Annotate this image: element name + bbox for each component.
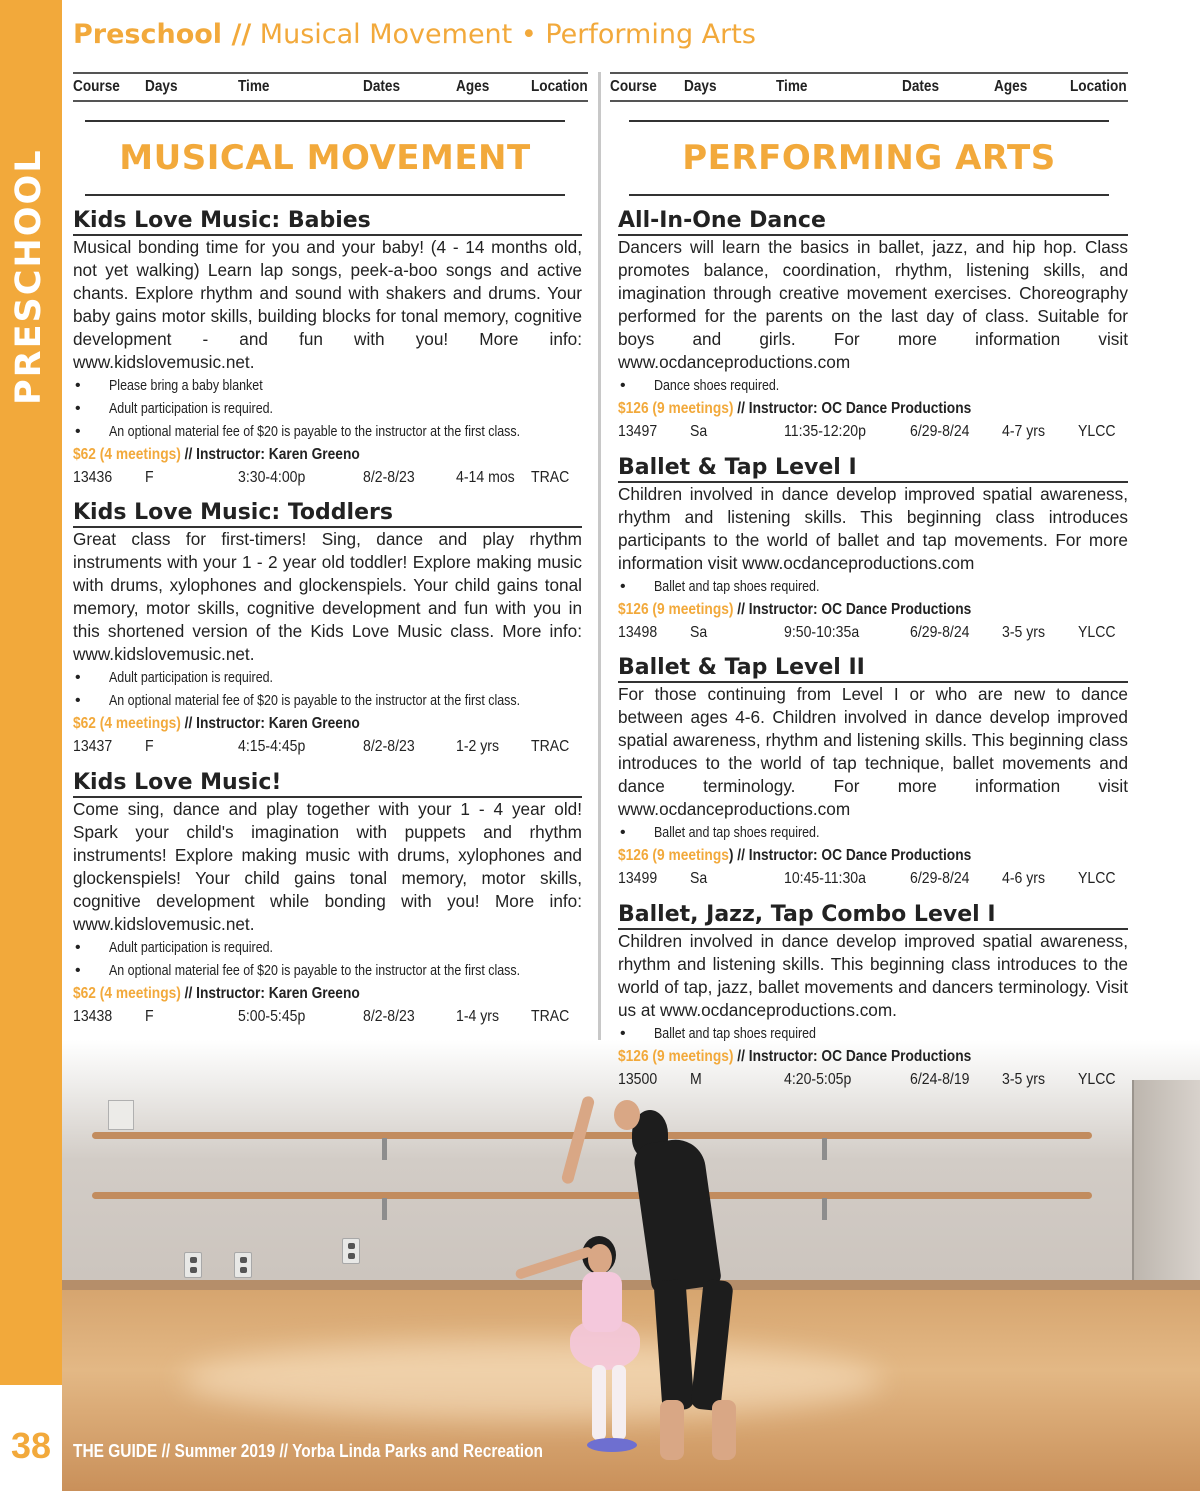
course-dates: 8/2-8/23 [363,1008,415,1025]
course-schedule-row [73,1005,582,1028]
course-dates: 6/29-8/24 [910,423,970,440]
header-dates: Dates [363,78,401,95]
course-schedule-row [73,735,582,758]
course-time: 9:50-10:35a [784,624,860,641]
course-number: 13499 [618,870,658,887]
course-block [618,902,1128,1091]
course-note: • Ballet and tap shoes required. [618,821,1128,844]
child-skirt [570,1320,640,1370]
side-tab-label: PRESCHOOL [9,148,49,405]
course-number: 13438 [73,1008,113,1025]
course-schedule-row [618,1068,1128,1091]
course-instructor: // Instructor: OC Dance Productions [733,1048,972,1065]
studio-mirror [1132,1080,1200,1290]
course-title: Kids Love Music! [73,770,582,798]
course-dates: 8/2-8/23 [363,469,415,486]
header-ages: Ages [456,78,490,95]
table-header-left [73,72,588,102]
child-leg [592,1365,606,1440]
course-dates: 6/29-8/24 [910,870,970,887]
header-course: Course [610,78,657,95]
course-location: YLCC [1078,624,1116,641]
course-schedule-row [618,621,1128,644]
child-leg [612,1365,626,1440]
course-ages: 3-5 yrs [1002,624,1046,641]
course-price-close: ) [728,847,734,864]
barre-bracket [822,1198,827,1220]
course-schedule-row [618,420,1128,443]
ballet-barre-lower [92,1192,1092,1199]
footer [73,1439,633,1463]
course-instructor: // Instructor: OC Dance Productions [733,847,972,864]
course-note: • Ballet and tap shoes required [618,1022,1128,1045]
instructor-shin [660,1400,684,1460]
course-note: • Adult participation is required. [73,936,582,959]
course-description: Come sing, dance and play together with your 1 - 4 year old! Spark your child's imagination with puppets and rhythm instruments! Explore making music with drums, xylophones and glockenspiels! Your child gains tonal memory, motor skills, cognitive development while bonding with you! More info: www.kidslovemusic.net. [73,799,582,934]
page-title-subtitle: Musical Movement • Performing Arts [251,19,756,50]
course-days: M [690,1071,702,1088]
course-title: Ballet, Jazz, Tap Combo Level I [618,902,1128,930]
course-note: • Dance shoes required. [618,374,1128,397]
course-description: Children involved in dance develop improved spatial awareness, rhythm and listening skills. This beginning class introduces participants to the world of ballet and tap movements. For more information visit www.ocdanceproductions.com [618,484,1128,573]
header-location: Location [531,78,588,95]
course-description: Children involved in dance develop improved spatial awareness, rhythm and listening skills. This beginning class introduces to the world of tap, jazz, ballet movements and dancers terminology. Visit us at www.ocdanceproductions.com. [618,931,1128,1020]
wall-outlet [342,1238,360,1264]
course-note: • An optional material fee of $20 is payable to the instructor at the first class. [73,689,582,712]
header-days: Days [684,78,717,95]
course-price: $62 (4 meetings) [73,985,181,1002]
course-days: F [145,469,154,486]
course-days: F [145,738,154,755]
course-ages: 3-5 yrs [1002,1071,1046,1088]
course-location: TRAC [531,1008,570,1025]
course-instructor: // Instructor: OC Dance Productions [733,400,972,417]
course-dates: 6/24-8/19 [910,1071,970,1088]
course-location: YLCC [1078,1071,1116,1088]
course-fee [618,1045,1128,1068]
instructor-face [614,1100,640,1130]
course-description: For those continuing from Level I or who are new to dance between ages 4-6. Children involved in dance develop improved spatial awareness, rhythm and listening skills. This beginning class introduces to the world of tap technique, ballet movements and dance terminology. For more information visit www.ocdanceproductions.com [618,684,1128,819]
course-schedule-row [73,466,582,489]
course-time: 11:35-12:20p [784,423,866,440]
course-price: $126 (9 meetings) [618,1048,734,1065]
wall-outlet [234,1252,252,1278]
header-time: Time [776,78,808,95]
course-number: 13498 [618,624,658,641]
column-divider [598,72,601,1052]
course-time: 4:20-5:05p [784,1071,852,1088]
course-fee [618,844,1128,867]
course-description: Musical bonding time for you and your baby! (4 - 14 months old, not yet walking) Learn lap songs, peek-a-boo songs and active chants. Explore rhythm and sound with shakers and drums. Your baby gains motor skills, building blocks for tonal memory, cognitive development - and fun with you! More info: www.kidslovemusic.net. [73,237,582,372]
right-column [610,72,1128,1088]
course-dates: 6/29-8/24 [910,624,970,641]
table-header-right [610,72,1128,102]
course-number: 13497 [618,423,658,440]
course-block [73,208,582,489]
course-price: $62 (4 meetings) [73,715,181,732]
course-location: YLCC [1078,423,1116,440]
course-instructor: // Instructor: Karen Greeno [180,715,360,732]
page-title [73,17,833,53]
course-dates: 8/2-8/23 [363,738,415,755]
course-ages: 1-4 yrs [456,1008,500,1025]
instructor-shin [712,1400,736,1460]
header-course: Course [73,78,120,95]
course-ages: 4-7 yrs [1002,423,1046,440]
course-description: Great class for first-timers! Sing, dance and play rhythm instruments with your 1 - 2 year old toddler! Explore making music with drums, xylophones and glockenspiels. Your child gains tonal memory, motor skills, cognitive development and fun with you in this shortened version of the Kids Love Music class. More info: www.kidslovemusic.net. [73,529,582,664]
barre-bracket [382,1138,387,1160]
course-ages: 4-6 yrs [1002,870,1046,887]
course-note: • Please bring a baby blanket [73,374,582,397]
page-title-category: Preschool // [73,19,252,50]
course-title: Kids Love Music: Babies [73,208,582,236]
course-days: Sa [690,624,708,641]
course-number: 13437 [73,738,113,755]
barre-bracket [382,1198,387,1220]
course-note: • Ballet and tap shoes required. [618,575,1128,598]
header-location: Location [1070,78,1127,95]
course-ages: 1-2 yrs [456,738,500,755]
course-location: TRAC [531,738,570,755]
course-fee [618,397,1128,420]
course-location: YLCC [1078,870,1116,887]
course-note: • An optional material fee of $20 is payable to the instructor at the first class. [73,420,582,443]
course-title: Ballet & Tap Level I [618,455,1128,483]
floor-reflection [182,1340,882,1420]
header-ages: Ages [994,78,1028,95]
section-heading [629,120,1109,196]
header-dates: Dates [902,78,940,95]
course-time: 4:15-4:45p [238,738,306,755]
course-fee [73,712,582,735]
course-block [618,208,1128,443]
course-instructor: // Instructor: Karen Greeno [180,446,360,463]
dance-class-photo [62,1040,1200,1491]
course-description: Dancers will learn the basics in ballet, jazz, and hip hop. Class promotes balance, coordination, rhythm, listening skills, and imagination through creative movement exercises. Choreography performed for the parents on the last day of class. Suitable for boys and girls. For more information visit www.ocdanceproductions.com [618,237,1128,372]
course-block [618,455,1128,644]
course-instructor: // Instructor: OC Dance Productions [733,601,972,618]
course-time: 10:45-11:30a [784,870,866,887]
course-price: $126 (9 meetings) [618,400,734,417]
header-days: Days [145,78,178,95]
course-time: 3:30-4:00p [238,469,306,486]
course-number: 13436 [73,469,113,486]
course-time: 5:00-5:45p [238,1008,306,1025]
course-block [73,500,582,758]
course-schedule-row [618,867,1128,890]
course-note: • An optional material fee of $20 is payable to the instructor at the first class. [73,959,582,982]
course-days: Sa [690,870,708,887]
course-price: $62 (4 meetings) [73,446,181,463]
section-heading [85,120,565,196]
course-fee [618,598,1128,621]
course-location: TRAC [531,469,570,486]
ballet-barre-upper [92,1132,1092,1139]
course-ages: 4-14 mos [456,469,515,486]
wall-outlet [184,1252,202,1278]
course-fee [73,982,582,1005]
section-heading-text: MUSICAL MOVEMENT [119,138,531,178]
left-column [73,72,588,1025]
course-note: • Adult participation is required. [73,397,582,420]
course-days: Sa [690,423,708,440]
course-block [618,655,1128,890]
course-price: $126 (9 meetings) [618,601,734,618]
footer-text: THE GUIDE // Summer 2019 // Yorba Linda Parks and Recreation [73,1441,544,1461]
course-instructor: // Instructor: Karen Greeno [180,985,360,1002]
course-note: • Adult participation is required. [73,666,582,689]
course-title: All-In-One Dance [618,208,1128,236]
section-heading-text: PERFORMING ARTS [682,138,1056,178]
header-time: Time [238,78,270,95]
light-switch [108,1100,134,1130]
course-title: Ballet & Tap Level II [618,655,1128,683]
child-face [588,1244,612,1274]
course-fee [73,443,582,466]
course-days: F [145,1008,154,1025]
page-number: 38 [0,1424,62,1468]
course-price: $126 (9 meetings [618,847,729,864]
barre-bracket [822,1138,827,1160]
course-number: 13500 [618,1071,658,1088]
course-title: Kids Love Music: Toddlers [73,500,582,528]
course-block [73,770,582,1028]
